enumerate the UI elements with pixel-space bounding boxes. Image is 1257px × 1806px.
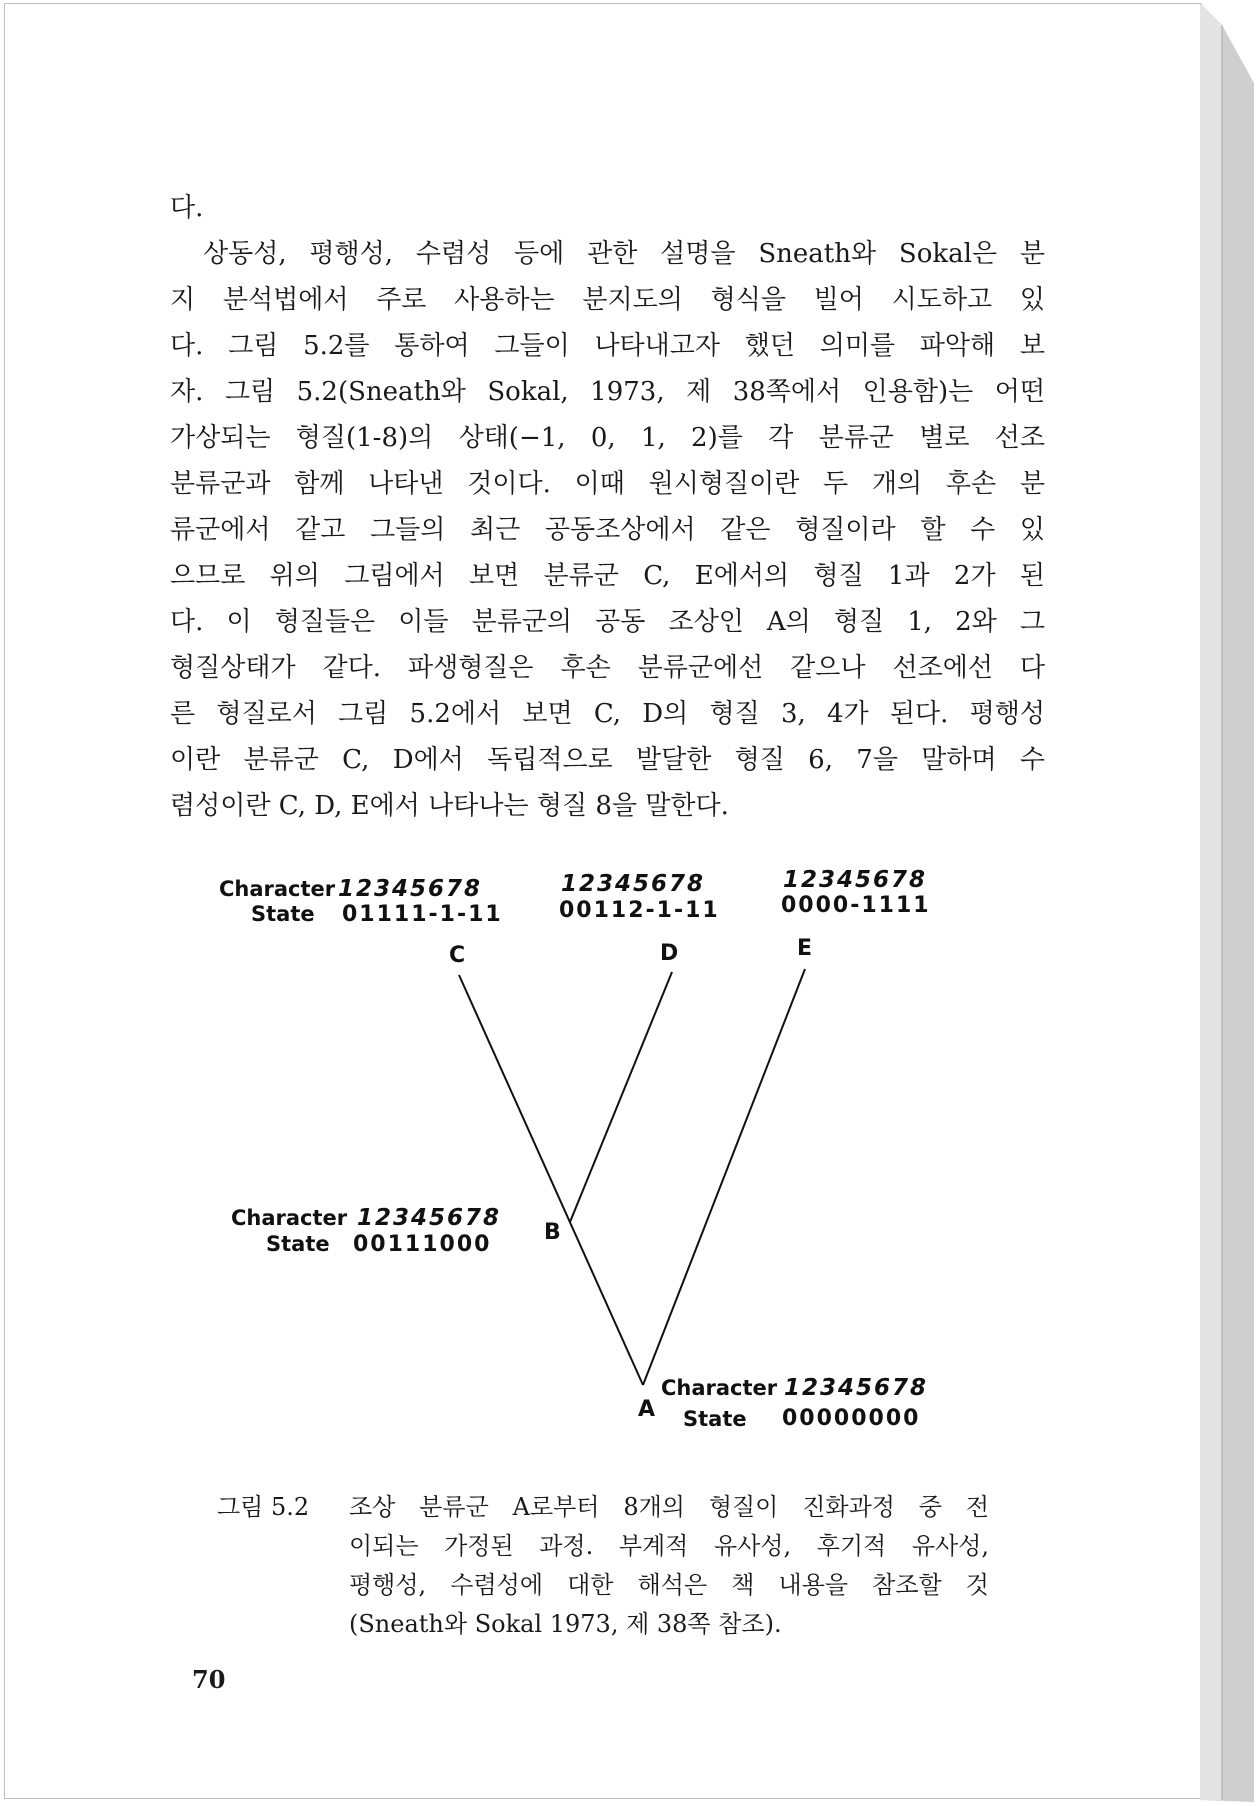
state-values: 00111000 bbox=[353, 1232, 492, 1257]
text-line: 다. 그림 5.2를 통하여 그들이 나타내고자 했던 의미를 파악해 보 bbox=[170, 331, 1045, 361]
state-values: 0000-1111 bbox=[781, 893, 931, 918]
state-values: 01111-1-11 bbox=[342, 902, 503, 927]
state-values: 00000000 bbox=[782, 1406, 921, 1431]
text-line: 자. 그림 5.2(Sneath와 Sokal, 1973, 제 38쪽에서 인용함)는 어떤 bbox=[170, 377, 1045, 407]
caption-line: 이되는 가정된 과정. 부계적 유사성, 후기적 유사성, bbox=[349, 1532, 989, 1560]
text-line: 으므로 위의 그림에서 보면 분류군 C, E에서의 형질 1과 2가 된 bbox=[170, 561, 1045, 591]
caption-label: 그림 5.2 bbox=[217, 1493, 310, 1521]
node-label-c: C bbox=[449, 943, 466, 968]
text-line: 가상되는 형질(1-8)의 상태(−1, 0, 1, 2)를 각 분류군 별로 선조 bbox=[170, 423, 1045, 453]
branch-b-d bbox=[570, 972, 672, 1222]
node-label-a: A bbox=[638, 1397, 656, 1422]
caption-line: 평행성, 수렴성에 대한 해석은 책 내용을 참조할 것 bbox=[349, 1571, 989, 1599]
branch-a-e bbox=[643, 969, 805, 1385]
text-line: 상동성, 평행성, 수렴성 등에 관한 설명을 Sneath와 Sokal은 분 bbox=[203, 239, 1045, 269]
state-label: State bbox=[683, 1407, 747, 1431]
text-line: 형질상태가 같다. 파생형질은 후손 분류군에선 같으나 선조에선 다 bbox=[170, 653, 1045, 683]
branch-a-c bbox=[459, 975, 643, 1385]
character-numbers: 12345678 bbox=[338, 876, 483, 902]
character-label: Character bbox=[231, 1206, 348, 1230]
state-values: 00112-1-11 bbox=[559, 898, 720, 923]
node-label-e: E bbox=[797, 936, 813, 961]
text-line: 렴성이란 C, D, E에서 나타나는 형질 8을 말한다. bbox=[170, 791, 729, 821]
character-numbers: 12345678 bbox=[784, 1375, 929, 1401]
character-numbers: 12345678 bbox=[561, 871, 706, 897]
text-line: 분류군과 함께 나타낸 것이다. 이때 원시형질이란 두 개의 후손 분 bbox=[170, 469, 1045, 499]
caption-line: (Sneath와 Sokal 1973, 제 38쪽 참조). bbox=[349, 1610, 782, 1638]
text-line: 지 분석법에서 주로 사용하는 분지도의 형식을 빌어 시도하고 있 bbox=[170, 285, 1045, 315]
text-line: 이란 분류군 C, D에서 독립적으로 발달한 형질 6, 7을 말하며 수 bbox=[170, 745, 1045, 775]
text-line: 류군에서 같고 그들의 최근 공동조상에서 같은 형질이라 할 수 있 bbox=[170, 515, 1045, 545]
character-label: Character bbox=[219, 877, 336, 901]
node-label-d: D bbox=[660, 941, 679, 966]
node-label-b: B bbox=[544, 1220, 561, 1245]
state-label: State bbox=[266, 1232, 330, 1256]
text-line: 른 형질로서 그림 5.2에서 보면 C, D의 형질 3, 4가 된다. 평행성 bbox=[170, 699, 1045, 729]
caption-line: 조상 분류군 A로부터 8개의 형질이 진화과정 중 전 bbox=[349, 1493, 989, 1521]
text-line: 다. 이 형질들은 이들 분류군의 공동 조상인 A의 형질 1, 2와 그 bbox=[170, 607, 1045, 637]
character-label: Character bbox=[661, 1376, 778, 1400]
character-numbers: 12345678 bbox=[357, 1205, 502, 1231]
state-label: State bbox=[251, 902, 315, 926]
text-line: 다. bbox=[170, 193, 204, 223]
page-number: 70 bbox=[192, 1665, 226, 1694]
character-numbers: 12345678 bbox=[783, 867, 928, 893]
